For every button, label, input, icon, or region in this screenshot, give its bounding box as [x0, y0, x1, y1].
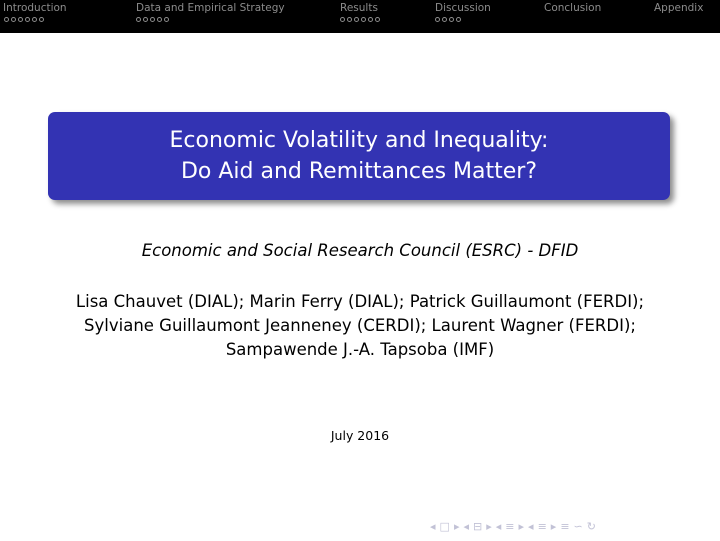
nav-next-frame-icon[interactable]: ▸ — [453, 519, 460, 533]
frame-dot[interactable] — [25, 17, 30, 22]
nav-section-data-strategy[interactable]: Data and Empirical Strategy — [136, 2, 285, 14]
nav-section-appendix[interactable]: Appendix — [654, 2, 704, 14]
nav-prev-frame-icon[interactable]: ◂ — [430, 519, 436, 533]
nav-prev-section-icon[interactable]: ◂ — [495, 519, 502, 533]
presentation-date: July 2016 — [330, 428, 390, 443]
nav-back-icon[interactable]: ↻ — [586, 519, 596, 533]
frame-dot[interactable] — [4, 17, 9, 22]
frame-dot[interactable] — [164, 17, 169, 22]
frame-dot[interactable] — [11, 17, 16, 22]
frame-dot[interactable] — [347, 17, 352, 22]
frame-dot[interactable] — [449, 17, 454, 22]
subtitle-institute: Economic and Social Research Council (ESRC) - DFID — [141, 241, 579, 260]
nav-align-icon[interactable]: ≡ — [560, 519, 570, 533]
frame-dot[interactable] — [354, 17, 359, 22]
nav-frame-icon[interactable]: □ — [439, 519, 450, 533]
nav-search-icon[interactable]: ∽ — [573, 519, 583, 533]
nav-section-conclusion[interactable]: Conclusion — [544, 2, 602, 14]
frame-dot[interactable] — [143, 17, 148, 22]
nav-document-icon[interactable]: ≡ — [537, 519, 547, 533]
frame-dot[interactable] — [340, 17, 345, 22]
frame-dot[interactable] — [442, 17, 447, 22]
frame-dot[interactable] — [456, 17, 461, 22]
frame-dot[interactable] — [361, 17, 366, 22]
nav-dots-introduction — [4, 17, 44, 25]
nav-section-icon[interactable]: ≡ — [505, 519, 515, 533]
nav-prev-document-icon[interactable]: ◂ — [528, 519, 534, 533]
nav-next-subsection-icon[interactable]: ▸ — [486, 519, 492, 533]
frame-dot[interactable] — [18, 17, 23, 22]
nav-prev-subsection-icon[interactable]: ◂ — [463, 519, 469, 533]
nav-section-introduction[interactable]: Introduction — [3, 2, 67, 14]
nav-section-discussion[interactable]: Discussion — [435, 2, 491, 14]
section-navbar — [0, 0, 720, 33]
nav-dots-discussion — [435, 17, 461, 25]
frame-dot[interactable] — [435, 17, 440, 22]
beamer-navigation-controls — [430, 519, 600, 533]
frame-dot[interactable] — [375, 17, 380, 22]
nav-subsection-icon[interactable]: ⊟ — [473, 519, 483, 533]
frame-dot[interactable] — [368, 17, 373, 22]
nav-next-document-icon[interactable]: ▸ — [550, 519, 557, 533]
frame-dot[interactable] — [32, 17, 37, 22]
frame-dot[interactable] — [39, 17, 44, 22]
frame-dot[interactable] — [136, 17, 141, 22]
frame-dot[interactable] — [150, 17, 155, 22]
nav-section-results[interactable]: Results — [340, 2, 378, 14]
nav-dots-data-strategy — [136, 17, 169, 25]
title-line-1: Economic Volatility and Inequality: — [169, 128, 549, 153]
nav-dots-results — [340, 17, 380, 25]
title-block — [48, 112, 670, 200]
nav-next-section-icon[interactable]: ▸ — [518, 519, 525, 533]
author-list: Lisa Chauvet (DIAL); Marin Ferry (DIAL); Patrick Guillaumont (FERDI); Sylviane Guillaumont Jeanneney (CERDI); Laurent Wagner (FERDI); Sampawende J.-A. Tapsoba (IMF) — [75, 292, 645, 359]
frame-dot[interactable] — [157, 17, 162, 22]
title-line-2: Do Aid and Remittances Matter? — [180, 159, 537, 184]
